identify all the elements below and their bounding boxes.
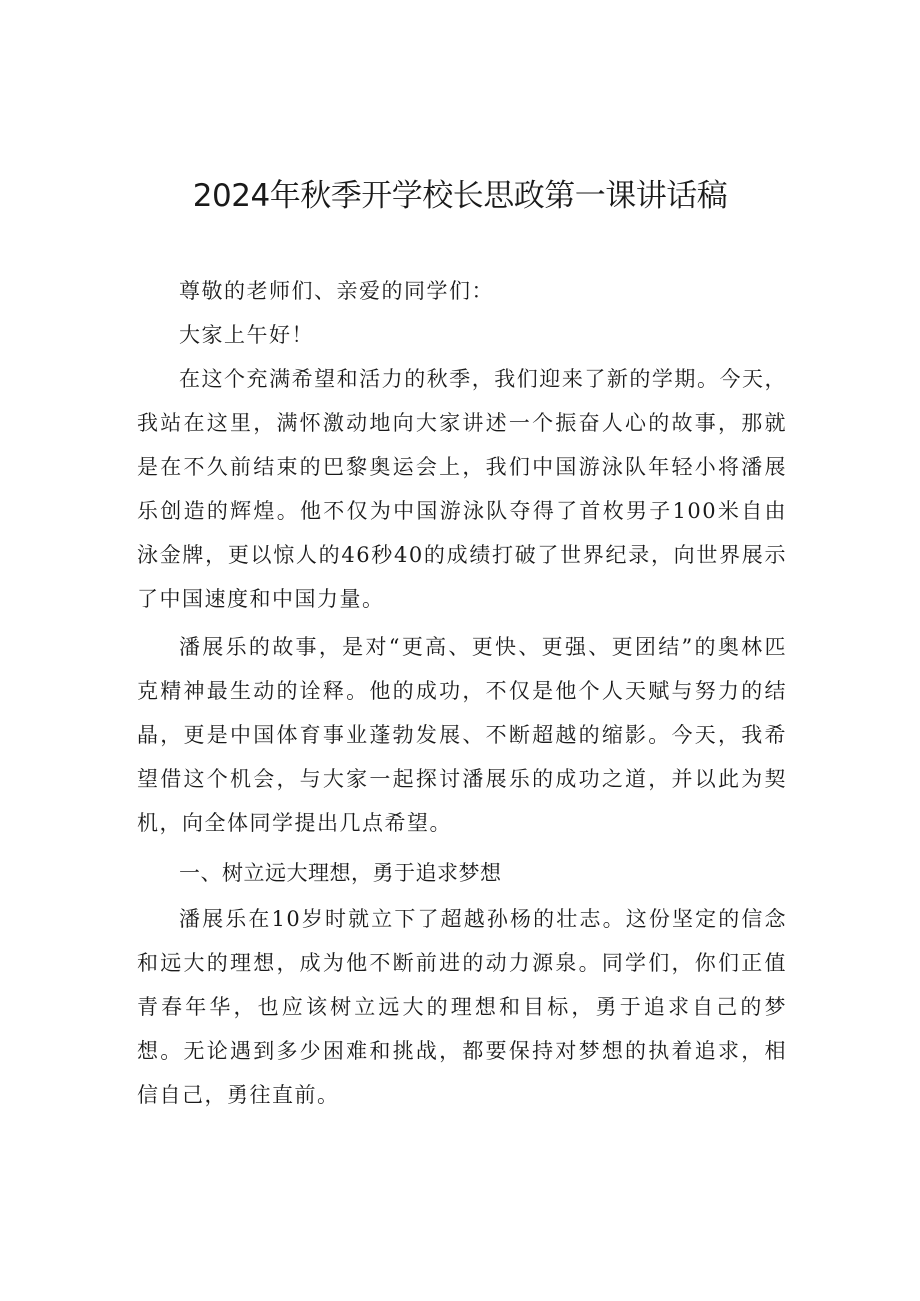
document-body xyxy=(137,269,787,1117)
section-paragraph-1: 潘展乐在10岁时就立下了超越孙杨的壮志。这份坚定的信念和远大的理想，成为他不断前进的动力源泉。同学们，你们正值青春年华，也应该树立远大的理想和目标，勇于追求自己的梦想。无论遇到多少困难和挑战，都要保持对梦想的执着追求，相信自己，勇往直前。 xyxy=(137,907,787,1107)
paragraph-2: 潘展乐的故事，是对“更高、更快、更强、更团结”的奥林匹克精神最生动的诠释。他的成功，不仅是他个人天赋与努力的结晶，更是中国体育事业蓬勃发展、不断超越的缩影。今天，我希望借这个机会，与大家一起探讨潘展乐的成功之道，并以此为契机，向全体同学提出几点希望。 xyxy=(137,635,787,835)
paragraph-1: 在这个充满希望和活力的秋季，我们迎来了新的学期。今天，我站在这里，满怀激动地向大家讲述一个振奋人心的故事，那就是在不久前结束的巴黎奥运会上，我们中国游泳队年轻小将潘展乐创造的辉煌。他不仅为中国游泳队夺得了首枚男子100米自由泳金牌，更以惊人的46秒40的成绩打破了世界纪录，向世界展示了中国速度和中国力量。 xyxy=(137,367,787,611)
document-title: 2024年秋季开学校长思政第一课讲话稿 xyxy=(192,178,728,214)
salutation: 尊敬的老师们、亲爱的同学们： xyxy=(179,279,494,303)
section-heading-1: 一、树立远大理想，勇于追求梦想 xyxy=(179,861,502,885)
greeting: 大家上午好！ xyxy=(179,323,314,347)
